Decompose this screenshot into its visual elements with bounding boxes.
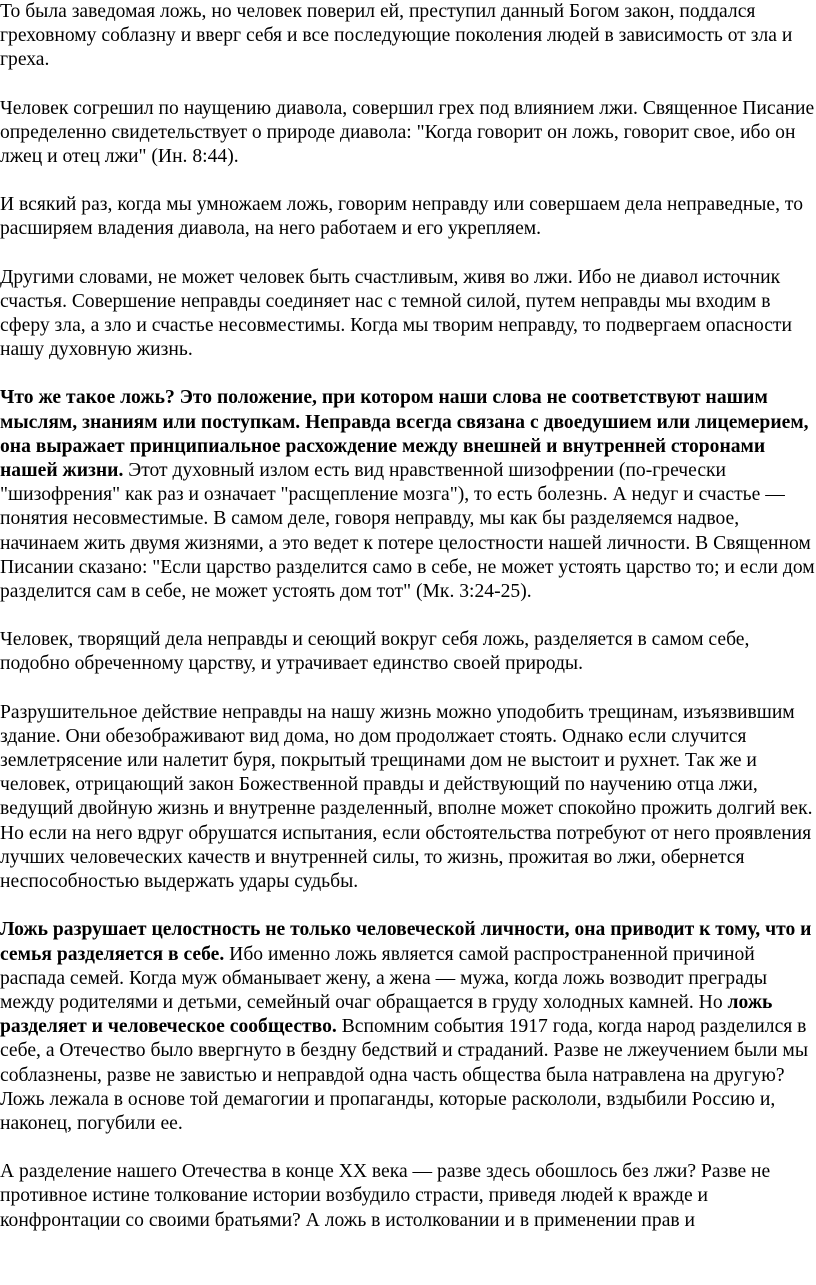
bold-text-run: Что же такое ложь? Это положение, при котором наши слова не соответствуют нашим мыслям, знаниям или поступкам. Неправда всегда связана с двоедушием или лицемерием, она выражает принципиальное расхождение между внешней и внутренней сторонами нашей жизни.: [0, 387, 809, 482]
text-run: А разделение нашего Отечества в конце XX века — разве здесь обошлось без лжи? Разве не противное истине толкование истории возбудило страсти, приведя людей к вражде и конфронтации со своими братьями? А ложь в истолковании и в применении прав и: [0, 1161, 771, 1231]
text-run: Этот духовный излом есть вид нравственной шизофрении (по-гречески "шизофрения" как раз и означает "расщепление мозга"), то есть болезнь. А недуг и счастье — понятия несовместимые. В самом деле, говоря неправду, мы как бы разделяемся надвое, начинаем жить двумя жизнями, а это ведет к потере целостности нашей личности. В Священном Писании сказано: "Если царство разделится само в себе, не может устоять царство то; и если дом разделится сам в себе, не может устоять дом тот" (Мк. 3:24-25).: [0, 460, 815, 603]
bold-text-run: ложь разделяет и человеческое сообщество.: [0, 991, 773, 1038]
text-run: Ибо именно ложь является самой распространенной причиной распада семей. Когда муж обманывает жену, а жена — мужа, когда ложь возводит преграды между родителями и детьми, семейный очаг обращается в груду холодных камней. Но: [0, 943, 768, 1013]
paragraph: [0, 701, 816, 895]
paragraph: [0, 193, 816, 241]
paragraph: [0, 1160, 816, 1233]
paragraph: [0, 918, 816, 1136]
text-run: Человек согрешил по наущению диавола, совершил грех под влиянием лжи. Священное Писание определенно свидетельствует о природе диавола: "Когда говорит он ложь, говорит свое, ибо он лжец и отец лжи" (Ин. 8:44).: [0, 97, 815, 168]
paragraph: [0, 0, 816, 73]
text-run: Другими словами, не может человек быть счастливым, живя во лжи. Ибо не диавол источник счастья. Совершение неправды соединяет нас с темной силой, путем неправды мы входим в сферу зла, а зло и счастье несовместимы. Когда мы творим неправду, то подвергаем опасности нашу духовную жизнь.: [0, 266, 792, 361]
paragraph: [0, 266, 816, 363]
text-run: И всякий раз, когда мы умножаем ложь, говорим неправду или совершаем дела неправедные, то расширяем владения диавола, на него работаем и его укрепляем.: [0, 194, 804, 240]
paragraph: [0, 628, 816, 676]
bold-text-run: Ложь разрушает целостность не только человеческой личности, она приводит к тому, что и семья разделяется в себе.: [0, 919, 812, 965]
text-run: То была заведомая ложь, но человек поверил ей, преступил данный Богом закон, поддался греховному соблазну и вверг себя и все последующие поколения людей в зависимость от зла и греха.: [0, 1, 793, 71]
text-run: Человек, творящий дела неправды и сеющий вокруг себя ложь, разделяется в самом себе, подобно обреченному царству, и утрачивает единство своей природы.: [0, 629, 750, 675]
paragraph: [0, 97, 816, 170]
text-run: Вспомним события 1917 года, когда народ разделился в себе, а Отечество было ввергнуто в бездну бедствий и страданий. Разве не лжеучением были мы соблазнены, разве не завистью и неправдой одна часть общества была натравлена на другую? Ложь лежала в основе той демагогии и пропаганды, которые раскололи, вздыбили Россию и, наконец, погубили ее.: [0, 1016, 808, 1134]
paragraph: [0, 386, 816, 604]
text-run: Разрушительное действие неправды на нашу жизнь можно уподобить трещинам, изъязвившим здание. Они обезображивают вид дома, но дом продолжает стоять. Однако если случится землетрясение или налетит буря, покрытый трещинами дом не выстоит и рухнет. Так же и человек, отрицающий закон Божественной правды и действующий по научению отца лжи, ведущий двойную жизнь и внутренне разделенный, вполне может спокойно прожить долгий век. Но если на него вдруг обрушатся испытания, если обстоятельства потребуют от него проявления лучших человеческих качеств и внутренней силы, то жизнь, прожитая во лжи, обернется неспособностью выдержать удары судьбы.: [0, 701, 813, 893]
